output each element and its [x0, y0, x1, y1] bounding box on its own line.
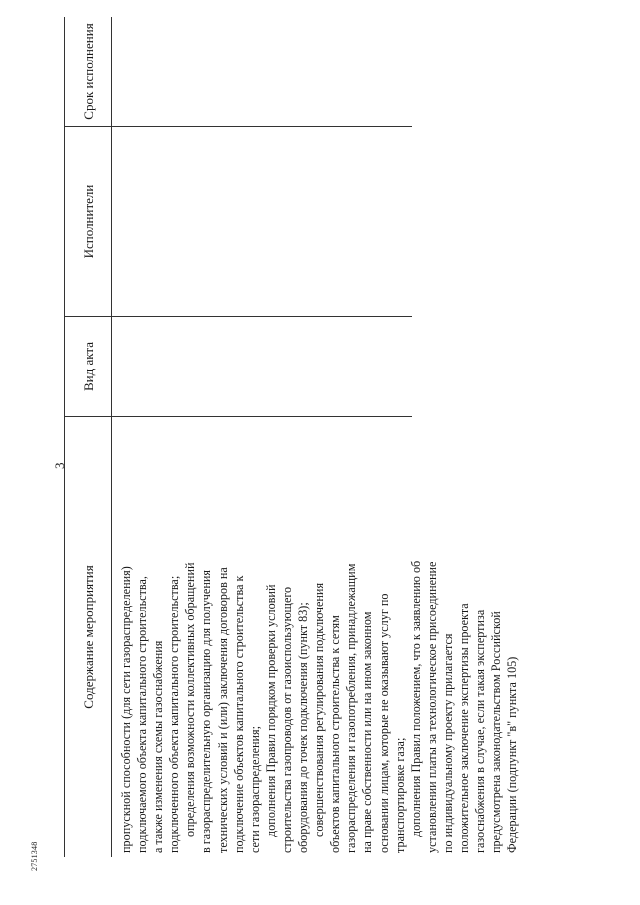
content-paragraph: пропускной способности (для сети газораспределения) подключаемого объекта капитального строительства, а также изменения схемы газоснабжения подключенного объекта капитального строительства;: [119, 566, 182, 853]
measures-table: [64, 17, 520, 857]
cell-executors: [112, 127, 412, 317]
cell-deadline: [112, 17, 412, 127]
table-row: [112, 17, 520, 857]
content-paragraph: дополнения Правил порядком проверки условий строительства газопроводов от газоиспользующего оборудования до точек подключения (пункт 83);: [263, 584, 311, 853]
content-paragraph: дополнения Правил положением, что к заявлению об установлении платы за технологическое присоединение по индивидуальному проекту прилагается положительное заключение экспертизы проекта газоснабжения в случае, если такая экспертиза предусмотрена законодательством Российской Федерации (подпункт "в" пункта 105): [408, 560, 520, 853]
header-content: Содержание мероприятия: [80, 565, 96, 709]
header-act-type: Вид акта: [65, 317, 111, 417]
header-executors: Исполнители: [65, 127, 111, 317]
content-paragraph: определения возможности коллективных обращений в газораспределительную организацию для получения технических условий и (или) заключения договоров на подключение объектов капитального строительства к сети газораспределения;: [183, 562, 262, 853]
content-paragraph: совершенствования регулирования подключения объектов капитального строительства к сетям газораспределения и газопотребления, принадлежащим на праве собственности или на ином законном основании лицам, которые не оказывают услуг по транспортировке газа;: [312, 563, 407, 853]
header-deadline: Срок исполнения: [65, 17, 111, 127]
cell-content: [112, 417, 520, 857]
table-header-row: [65, 17, 112, 857]
page-number: 3: [52, 462, 67, 469]
document-id: 2751348: [30, 841, 39, 871]
cell-act-type: [112, 317, 412, 417]
